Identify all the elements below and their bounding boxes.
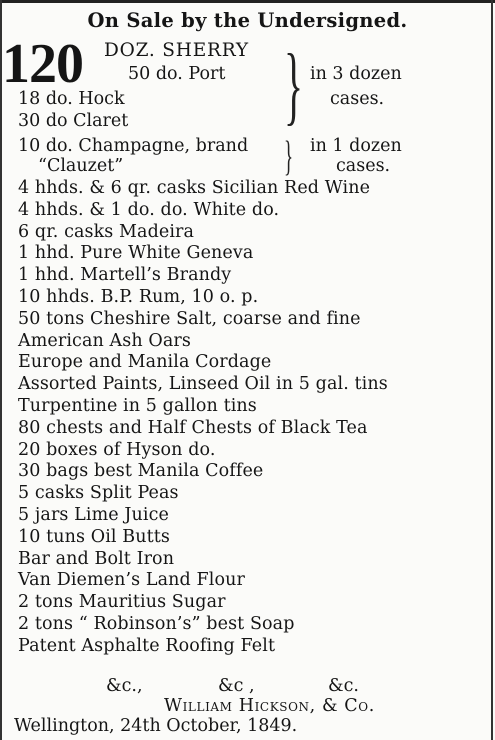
goods-item: 2 tons “ Robinson’s” best Soap [18, 614, 295, 634]
champagne-group-brace: } [284, 134, 294, 180]
goods-item: 2 tons Mauritius Sugar [18, 592, 226, 613]
goods-item: Patent Asphalte Roofing Felt [18, 635, 276, 656]
etc-1: &c., [106, 676, 143, 696]
goods-item: Van Diemen’s Land Flour [18, 570, 245, 591]
champagne-item: 10 do. Champagne, brand [18, 136, 249, 156]
lead-quantity: 120 [2, 33, 83, 95]
wine-item-claret: 30 do Claret [18, 111, 129, 131]
goods-item: 5 casks Split Peas [18, 483, 179, 504]
goods-item: 50 tons Cheshire Salt, coarse and fine [18, 308, 361, 329]
goods-item: Assorted Paints, Linseed Oil in 5 gal. tins [18, 374, 388, 395]
dateline: Wellington, 24th October, 1849. [14, 716, 298, 736]
goods-item: 4 hhds. & 1 do. do. White do. [18, 199, 280, 220]
goods-item: 1 hhd. Pure White Geneva [18, 243, 254, 264]
goods-item: 1 hhd. Martell’s Brandy [18, 265, 232, 286]
goods-item: 80 chests and Half Chests of Black Tea [18, 417, 368, 438]
etc-3: &c. [328, 676, 359, 696]
wine-item-hock: 18 do. Hock [18, 89, 125, 109]
left-rule [0, 0, 2, 740]
lead-line-1: DOZ. SHERRY [104, 40, 249, 61]
wine-group-brace: } [284, 37, 304, 134]
goods-item: 6 qr. casks Madeira [18, 221, 195, 242]
goods-item: 10 tuns Oil Butts [18, 526, 170, 547]
champagne-brand: “Clauzet” [38, 156, 124, 176]
goods-item: 5 jars Lime Juice [18, 505, 169, 525]
goods-item: 10 hhds. B.P. Rum, 10 o. p. [18, 287, 259, 307]
goods-item: 20 boxes of Hyson do. [18, 439, 216, 460]
goods-item: 30 bags best Manila Coffee [18, 461, 264, 482]
goods-item: Turpentine in 5 gallon tins [18, 396, 257, 416]
etc-2: &c , [218, 676, 255, 696]
group1-note-line-2: cases. [330, 89, 385, 109]
lead-line-2: 50 do. Port [128, 64, 226, 84]
group2-note-line-2: cases. [336, 156, 391, 176]
goods-item: American Ash Oars [18, 330, 191, 351]
right-rule [491, 0, 493, 740]
goods-item: Europe and Manila Cordage [18, 352, 272, 373]
signature: William Hickson, & Co. [164, 696, 375, 716]
advertisement-heading: On Sale by the Undersigned. [87, 9, 408, 32]
goods-item: Bar and Bolt Iron [18, 548, 175, 569]
goods-item: 4 hhds. & 6 qr. casks Sicilian Red Wine [18, 178, 371, 198]
group2-note-line-1: in 1 dozen [310, 136, 402, 156]
top-rule [0, 0, 495, 3]
group1-note-line-1: in 3 dozen [310, 64, 402, 84]
